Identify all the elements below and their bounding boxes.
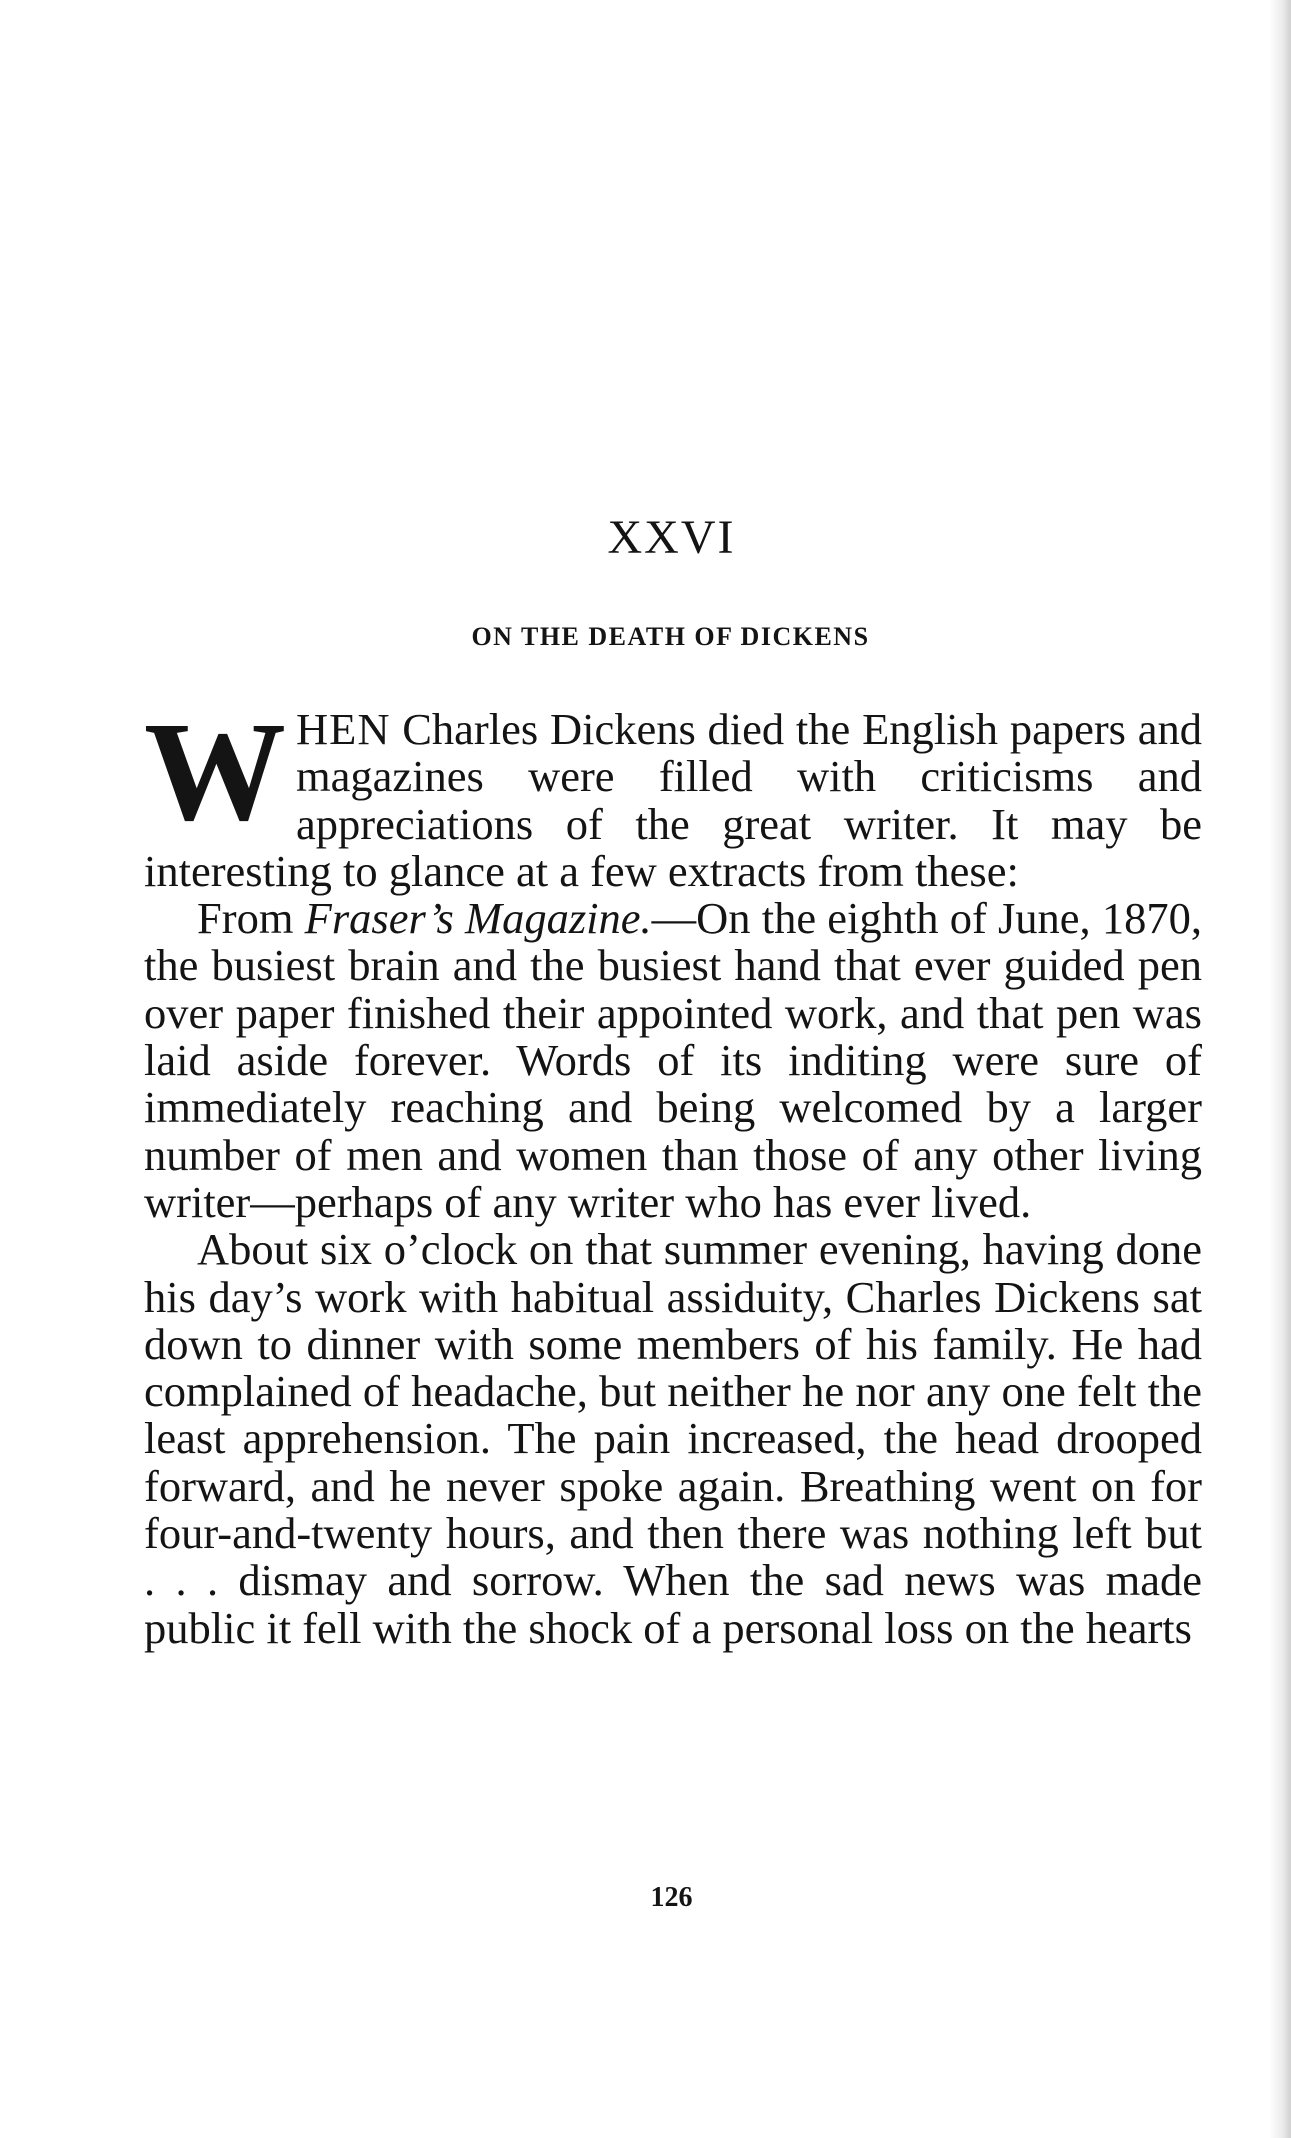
paragraph-evening <box>144 1226 1202 1652</box>
opening-caps: HEN <box>296 704 391 754</box>
source-title: Fraser’s Magazine. <box>304 893 652 944</box>
paragraph-frasers <box>144 895 1202 1226</box>
paragraph-intro <box>144 692 1202 896</box>
chapter-number: XXVI <box>607 511 736 564</box>
drop-cap: W <box>144 692 282 850</box>
chapter-title: ON THE DEATH OF DICKENS <box>471 622 870 651</box>
paragraph-intro-text: Charles Dickens died the English papers and magazines were filled with criticisms and appreciations of the great writer. It may be interesting to glance at a few extracts from these: <box>144 704 1202 896</box>
page-number: 126 <box>650 1882 693 1913</box>
paragraph-frasers-text: —On the eighth of June, 1870, the busiest brain and the busiest hand that ever guided pen over paper finished their appointed work, and that pen was laid aside forever. Words of its inditing were sure of immediately reaching and being welcomed by a larger number of men and women than those of any other living writer—perhaps of any writer who has ever lived. <box>144 893 1202 1227</box>
paragraph-evening-text: About six o’clock on that summer evening, having done his day’s work with habitual assiduity, Charles Dickens sat down to dinner with some members of his family. He had complained of headache, but neither he nor any one felt the least apprehension. The pain increased, the head drooped forward, and he never spoke again. Breathing went on for four-and-twenty hours, and then there was nothing left but . . . dismay and sorrow. When the sad news was made public it fell with the shock of a personal loss on the hearts <box>144 1224 1202 1653</box>
paragraph-frasers-lead: From <box>197 893 305 944</box>
body-text <box>144 692 1202 1653</box>
page-edge-shadow <box>1269 0 1291 2138</box>
